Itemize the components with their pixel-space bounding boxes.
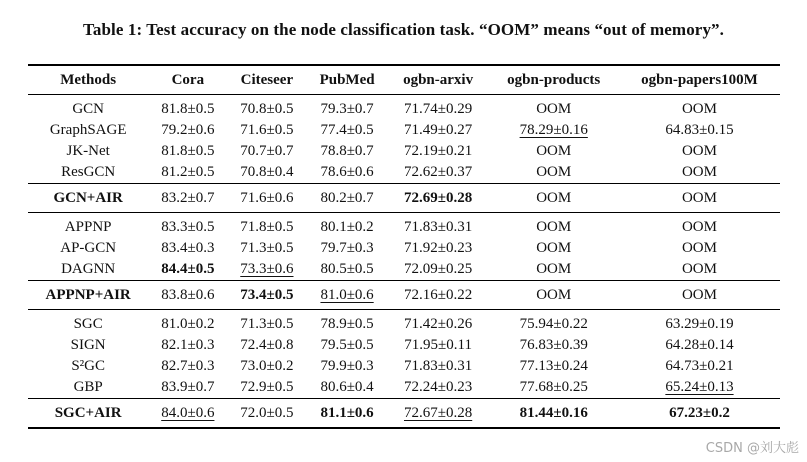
result-cell: 84.0±0.6 xyxy=(148,399,227,429)
result-cell: 73.0±0.2 xyxy=(240,358,294,374)
result-cell: 71.6±0.6 xyxy=(227,184,306,213)
table-caption: Table 1: Test accuracy on the node classification task. “OOM” means “out of memory”. xyxy=(83,20,724,39)
method-name-cell: AP-GCN xyxy=(60,240,117,256)
result-cell: 71.83±0.31 xyxy=(388,213,489,239)
method-name-cell: GCN+AIR xyxy=(28,184,148,213)
result-cell: 72.24±0.23 xyxy=(403,379,473,395)
result-cell: 64.83±0.15 xyxy=(665,122,734,138)
result-cell: OOM xyxy=(681,164,717,180)
result-cell: 71.3±0.5 xyxy=(227,310,306,336)
result-cell: 77.4±0.5 xyxy=(320,122,374,138)
result-cell: 80.6±0.4 xyxy=(320,379,374,395)
table-row xyxy=(28,377,780,399)
result-cell: 71.95±0.11 xyxy=(404,337,472,353)
result-cell: 75.94±0.22 xyxy=(488,310,619,336)
result-cell: 72.69±0.28 xyxy=(388,184,489,213)
table-row xyxy=(28,259,780,281)
result-cell: 71.6±0.5 xyxy=(240,122,294,138)
table-row xyxy=(28,238,780,259)
result-cell: 81.8±0.5 xyxy=(161,143,215,159)
result-cell: OOM xyxy=(536,143,572,159)
method-name-cell: APPNP+AIR xyxy=(28,281,148,310)
result-cell: 83.8±0.6 xyxy=(148,281,227,310)
air-result-row xyxy=(28,281,780,310)
result-cell: OOM xyxy=(681,261,717,277)
method-name-cell: S²GC xyxy=(71,358,105,374)
result-cell: 84.4±0.5 xyxy=(161,261,215,277)
column-header: Methods xyxy=(28,65,148,95)
result-cell: 83.2±0.7 xyxy=(148,184,227,213)
result-cell: 80.5±0.5 xyxy=(320,261,374,277)
result-cell: 71.42±0.26 xyxy=(388,310,489,336)
method-name-cell: JK-Net xyxy=(66,143,110,159)
result-cell: 76.83±0.39 xyxy=(519,337,588,353)
result-cell: OOM xyxy=(681,240,717,256)
column-header: ogbn-papers100M xyxy=(619,65,780,95)
method-name-cell: GBP xyxy=(73,379,103,395)
result-cell: 70.8±0.5 xyxy=(240,101,294,117)
method-name-cell: APPNP xyxy=(28,213,148,239)
result-cell: 73.3±0.6 xyxy=(240,261,294,277)
result-cell: 78.29±0.16 xyxy=(519,122,588,138)
result-cell: 71.49±0.27 xyxy=(403,122,473,138)
result-cell: 72.9±0.5 xyxy=(240,379,294,395)
result-cell: 81.44±0.16 xyxy=(488,399,619,429)
table-row xyxy=(28,213,780,239)
result-cell: 71.3±0.5 xyxy=(240,240,294,256)
result-cell: 77.68±0.25 xyxy=(519,379,588,395)
table-row xyxy=(28,120,780,141)
air-result-row xyxy=(28,184,780,213)
result-cell: OOM xyxy=(536,164,572,180)
result-cell: 83.4±0.3 xyxy=(161,240,215,256)
result-cell: OOM xyxy=(619,281,780,310)
result-cell: OOM xyxy=(536,101,572,117)
header-row xyxy=(28,65,780,95)
result-cell: OOM xyxy=(536,240,572,256)
result-cell: 64.28±0.14 xyxy=(665,337,734,353)
result-cell: 71.8±0.5 xyxy=(227,213,306,239)
result-cell: 72.67±0.28 xyxy=(388,399,489,429)
table-row xyxy=(28,310,780,336)
table-row xyxy=(28,335,780,356)
result-cell: 83.3±0.5 xyxy=(148,213,227,239)
result-cell: 79.2±0.6 xyxy=(161,122,215,138)
result-cell: 81.1±0.6 xyxy=(306,399,387,429)
result-cell: 72.09±0.25 xyxy=(403,261,473,277)
result-cell: OOM xyxy=(619,184,780,213)
method-name-cell: SIGN xyxy=(70,337,106,353)
result-cell: 71.83±0.31 xyxy=(403,358,473,374)
result-cell: OOM xyxy=(619,213,780,239)
column-header: Cora xyxy=(148,65,227,95)
result-cell: 80.2±0.7 xyxy=(306,184,387,213)
table-body xyxy=(28,95,780,429)
result-cell: 79.3±0.7 xyxy=(320,101,374,117)
method-name-cell: SGC xyxy=(28,310,148,336)
table-row xyxy=(28,356,780,377)
result-cell: OOM xyxy=(681,143,717,159)
table-row xyxy=(28,95,780,121)
result-cell: 78.9±0.5 xyxy=(306,310,387,336)
column-header: ogbn-products xyxy=(488,65,619,95)
result-cell: 65.24±0.13 xyxy=(665,379,734,395)
result-cell: 78.8±0.7 xyxy=(320,143,374,159)
result-cell: 72.0±0.5 xyxy=(227,399,306,429)
air-result-row xyxy=(28,399,780,429)
table-row xyxy=(28,141,780,162)
result-cell: 79.5±0.5 xyxy=(320,337,374,353)
column-header: ogbn-arxiv xyxy=(388,65,489,95)
result-cell: 70.7±0.7 xyxy=(240,143,294,159)
watermark: CSDN @刘大彪 xyxy=(705,441,799,456)
result-cell: 64.73±0.21 xyxy=(665,358,734,374)
result-cell: 82.7±0.3 xyxy=(161,358,215,374)
method-name-cell: SGC+AIR xyxy=(28,399,148,429)
result-cell: 81.0±0.6 xyxy=(306,281,387,310)
result-cell: 80.1±0.2 xyxy=(306,213,387,239)
result-cell: 82.1±0.3 xyxy=(161,337,215,353)
result-cell: 72.62±0.37 xyxy=(403,164,473,180)
result-cell: 71.92±0.23 xyxy=(403,240,473,256)
method-name-cell: GCN xyxy=(72,101,104,117)
result-cell: 71.74±0.29 xyxy=(403,101,473,117)
result-cell: 78.6±0.6 xyxy=(320,164,374,180)
result-cell: OOM xyxy=(681,101,717,117)
result-cell: 81.8±0.5 xyxy=(161,101,215,117)
result-cell: 72.4±0.8 xyxy=(240,337,294,353)
result-cell: OOM xyxy=(488,184,619,213)
result-cell: OOM xyxy=(536,261,572,277)
result-cell: OOM xyxy=(488,213,619,239)
result-cell: 77.13±0.24 xyxy=(519,358,588,374)
result-cell: 67.23±0.2 xyxy=(619,399,780,429)
method-name-cell: GraphSAGE xyxy=(49,122,127,138)
result-cell: 72.19±0.21 xyxy=(403,143,473,159)
result-cell: 63.29±0.19 xyxy=(619,310,780,336)
result-cell: 81.2±0.5 xyxy=(161,164,215,180)
result-cell: 83.9±0.7 xyxy=(161,379,215,395)
result-cell: 70.8±0.4 xyxy=(240,164,294,180)
result-cell: 72.16±0.22 xyxy=(388,281,489,310)
column-header: PubMed xyxy=(306,65,387,95)
results-table xyxy=(28,64,780,429)
table-row xyxy=(28,162,780,184)
result-cell: 81.0±0.2 xyxy=(148,310,227,336)
result-cell: 79.9±0.3 xyxy=(320,358,374,374)
result-cell: 79.7±0.3 xyxy=(320,240,374,256)
method-name-cell: ResGCN xyxy=(61,164,116,180)
method-name-cell: DAGNN xyxy=(61,261,116,277)
result-cell: OOM xyxy=(488,281,619,310)
result-cell: 73.4±0.5 xyxy=(227,281,306,310)
column-header: Citeseer xyxy=(227,65,306,95)
